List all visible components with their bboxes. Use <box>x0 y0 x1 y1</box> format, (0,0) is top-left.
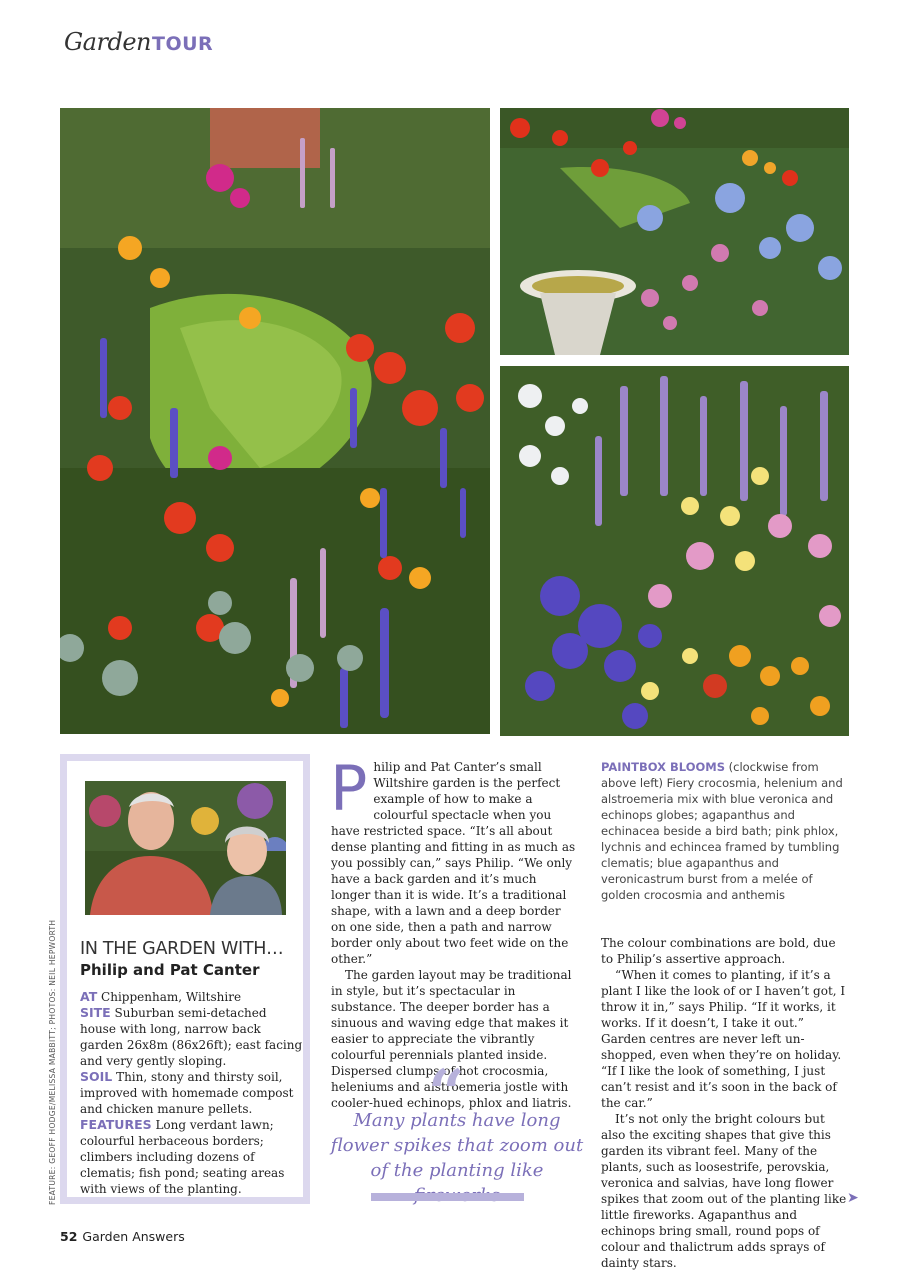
owners-names: Philip and Pat Canter <box>80 961 260 979</box>
infobox-heading: IN THE GARDEN WITH… <box>80 939 284 959</box>
fact-label-features: FEATURES <box>80 1117 152 1132</box>
body-paragraph-4: “When it comes to planting, if it’s a plant I like the look of or I haven’t got, I throw it in,” says Philip. “If it works, it works. If it doesn’t, I take it out.” Garden centres are never left un-shopped, even when they’re on holiday. “If I like the look of something, I just can’t resist and it’s soon in the back of the car.” <box>601 968 846 1110</box>
fact-text-features: Long verdant lawn; colourful herbaceous borders; climbers including dozens of clematis; fish pond; seating areas with views of the planting. <box>80 1118 285 1196</box>
section-header <box>64 28 213 62</box>
section-label-bold: TOUR <box>151 33 214 55</box>
fact-text-site: Suburban semi-detached house with long, narrow back garden 26x8m (86x26ft); east facing and very gently sloping. <box>80 1006 303 1068</box>
body-paragraph-2: The garden layout may be traditional in style, but it’s spectacular in substance. The deeper border has a sinuous and waving edge that makes it easier to appreciate the vibrantly colourful perennials planted inside. Dispersed clumps of hot crocosmia, heleniums and alstroemeria jostle with cooler-hued echinops, phlox and liatris. <box>331 968 572 1110</box>
caption-text: (clockwise from above left) Fiery crocosmia, helenium and alstroemeria mix with blue veronica and echinops globes; agapanthus and echinacea beside a bird bath; pink phlox, lychnis and echincea framed by tumbling clematis; blue agapanthus and veronicastrum burst from a melée of golden crocosmia and anthemis <box>601 760 843 902</box>
fact-label-site: SITE <box>80 1005 111 1020</box>
section-label-script: Garden <box>64 28 151 56</box>
photo-birdbath <box>500 108 849 355</box>
drop-cap: P <box>330 752 368 825</box>
page-number: 52 <box>60 1229 78 1244</box>
photo-main-border <box>60 108 490 734</box>
caption-label: PAINTBOX BLOOMS <box>601 760 725 774</box>
body-paragraph-5: It’s not only the bright colours but also the exciting shapes that give this garden its vibrant feel. Many of the plants, such as loosestrife, perovskia, veronica and salvias, have long flower spikes that zoom out of the planting like little fireworks. Agapanthus and echinops bring small, round pops of colour and thalictrum adds sprays of dainty stars. <box>601 1112 847 1270</box>
fact-text-at: Chippenham, Wiltshire <box>97 990 242 1004</box>
body-paragraph-3: The colour combinations are bold, due to Philip’s assertive approach. <box>601 936 836 966</box>
garden-info-box <box>60 754 310 1204</box>
body-paragraph-1 <box>330 752 579 967</box>
owners-portrait <box>85 781 286 915</box>
fact-text-soil: Thin, stony and thirsty soil, improved with homemade compost and chicken manure pellets. <box>80 1070 294 1116</box>
photo-caption <box>601 759 853 903</box>
photo-credit: FEATURE: GEOFF HODGE/MELISSA MABBITT; PHOTOS: NEIL HEPWORTH <box>48 919 57 1205</box>
fact-label-soil: SOIL <box>80 1069 113 1084</box>
magazine-name: Garden Answers <box>82 1229 185 1244</box>
photo-phlox-border <box>500 366 849 736</box>
garden-facts <box>80 989 304 1197</box>
body-paragraph-1-text: hilip and Pat Canter’s small Wiltshire garden is the perfect example of how to make a colourful spectacle when you have restricted space. “It’s all about dense planting and fitting in as much as you possibly can,” says Philip. “We only have a back garden and it’s much longer than it is wide. It’s a traditional shape, with a lawn and a deep border on one side, then a path and narrow border only about two feet wide on the other.” <box>331 760 576 966</box>
page-footer <box>60 1229 185 1244</box>
pull-quote: Many plants have long flower spikes that zoom out of the planting like <box>330 1110 584 1181</box>
fact-label-at: AT <box>80 989 98 1004</box>
body-column-right <box>601 935 851 1271</box>
continue-arrow-icon: ➤ <box>847 1190 859 1206</box>
pull-quote-bar <box>371 1193 524 1201</box>
quote-mark-icon: “ <box>428 1056 465 1131</box>
